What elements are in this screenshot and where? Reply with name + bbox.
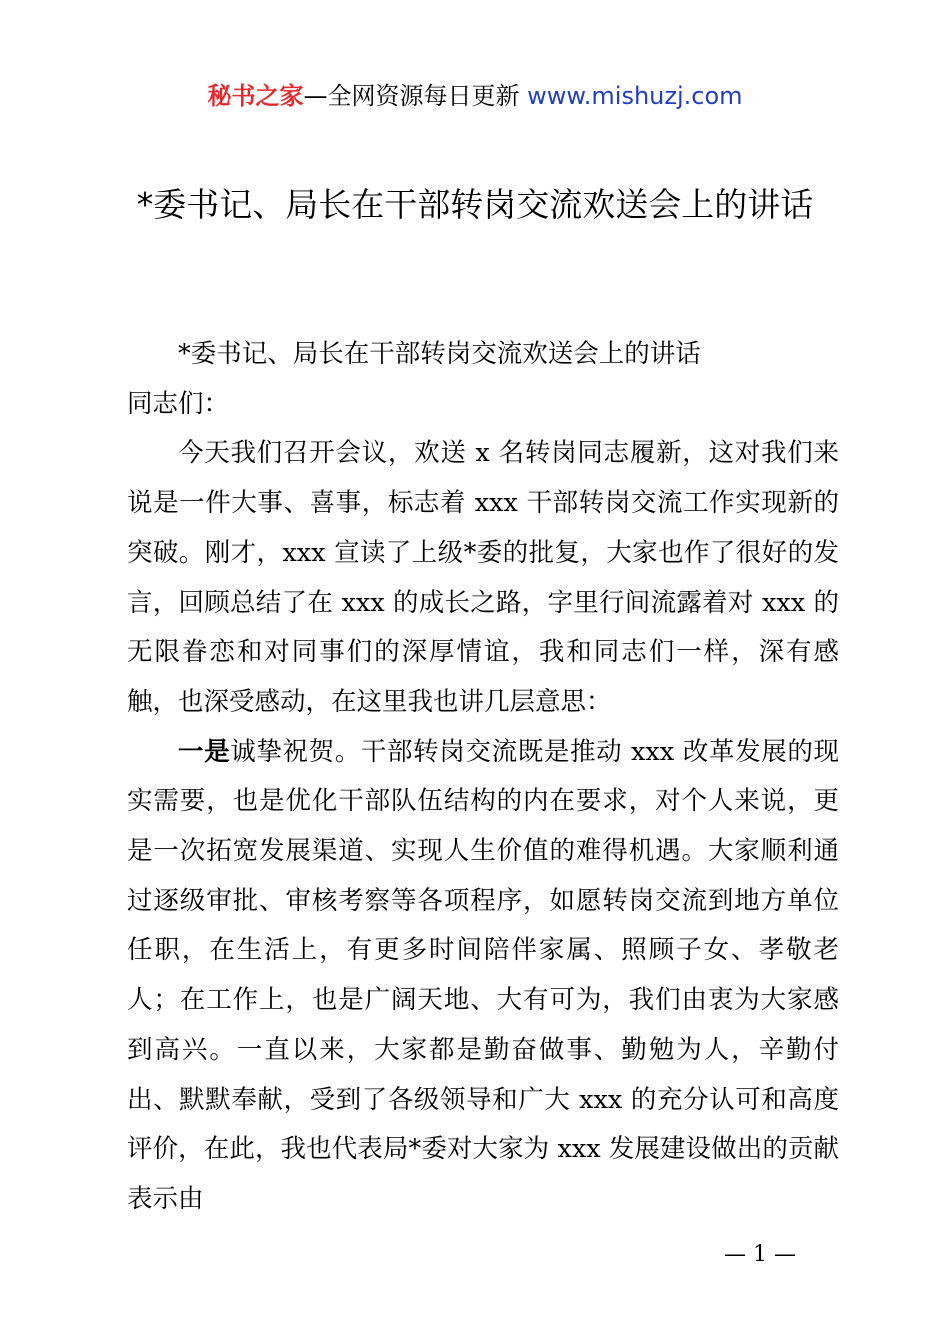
document-title: *委书记、局长在干部转岗交流欢送会上的讲话 <box>136 185 814 224</box>
site-header <box>0 78 950 114</box>
header-tagline: —全网资源每日更新 <box>303 82 520 110</box>
site-url[interactable]: www.mishuzj.com <box>527 82 743 110</box>
page-number: — 1 — <box>724 1242 796 1267</box>
document-body <box>127 330 839 1225</box>
salutation: 同志们： <box>127 388 230 419</box>
paragraph-opening: 今天我们召开会议，欢送 x 名转岗同志履新，这对我们来说是一件大事、喜事，标志着 xxx 干部转岗交流工作实现新的突破。刚才，xxx 宣读了上级*委的批复，大家也作了很好的发言，回顾总结了在 xxx 的成长之路，字里行间流露着对 xxx 的无限眷恋和对同事们的深厚情谊，我和同志们一样，深有感触，也深受感动，在这里我也讲几层意思： <box>127 438 839 717</box>
paragraph-text: 诚挚祝贺。干部转岗交流既是推动 xxx 改革发展的现实需要，也是优化干部队伍结构的内在要求，对个人来说，更是一次拓宽发展渠道、实现人生价值的难得机遇。大家顺利通过逐级审批、审核考察等各项程序，如愿转岗交流到地方单位任职，在生活上，有更多时间陪伴家属、照顾子女、孝敬老人；在工作上，也是广阔天地、大有可为，我们由衷为大家感到高兴。一直以来，大家都是勤奋做事、勤勉为人，辛勤付出、默默奉献，受到了各级领导和广大 xxx 的充分认可和高度评价，在此，我也代表局*委对大家为 xxx 发展建设做出的贡献表示由 <box>127 736 839 1214</box>
paragraph-lead: 一是 <box>178 736 231 767</box>
brand-name: 秘书之家 <box>207 82 304 110</box>
document-subtitle: *委书记、局长在干部转岗交流欢送会上的讲话 <box>178 339 701 369</box>
paragraph-congratulations <box>127 728 839 1225</box>
